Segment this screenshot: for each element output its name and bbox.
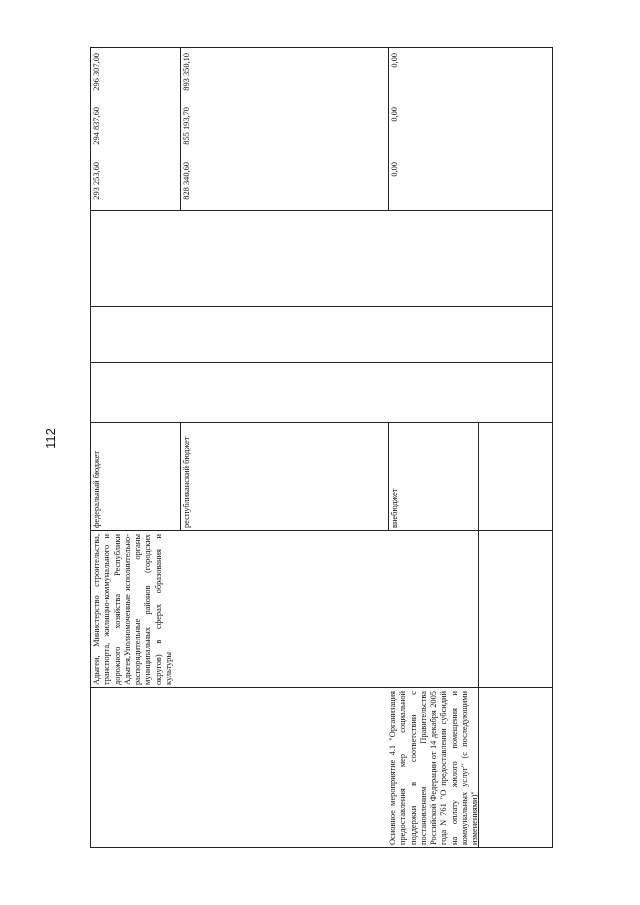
executor-text: Адыгеи, Министерство строительства, транспорта, жилищно-коммунального и дорожного хозяйства Республики Адыгея,Уполномоченные исполнительно-распорядительные органы муниципальных районов (городских округов) в сферах образования и культуры [92, 534, 173, 685]
value-text: 0,00 [390, 107, 399, 122]
value-text: 0,00 [390, 53, 399, 68]
measure-table-grid [90, 48, 553, 848]
value-text: 294 837,60 [92, 107, 101, 145]
page-number-text: 112 [42, 427, 58, 449]
page-number [40, 426, 60, 450]
value-text: 855 193,70 [182, 107, 191, 145]
value-text: 293 253,60 [92, 162, 101, 200]
value-text: 828 340,60 [182, 162, 191, 200]
measure-table [90, 48, 553, 848]
value-text: 296 307,00 [92, 53, 101, 91]
measure-name-text: Основное мероприятие 4.1 "Организация предоставления мер социальной поддержки в соответствии с постановлением Правительства Российской Федерации от 14 декабря 2005 года N 761 "О предоставлении субсидий на оплату жилого помещения и коммунальных услуг" (с последующими изменениями)" [388, 691, 479, 845]
value-text: 0,00 [390, 162, 399, 177]
source-label: республиканский бюджет [182, 436, 191, 528]
value-text: 893 350,10 [182, 53, 191, 91]
source-label: внебюджет [390, 488, 399, 528]
source-label: федеральный бюджет [92, 450, 101, 528]
